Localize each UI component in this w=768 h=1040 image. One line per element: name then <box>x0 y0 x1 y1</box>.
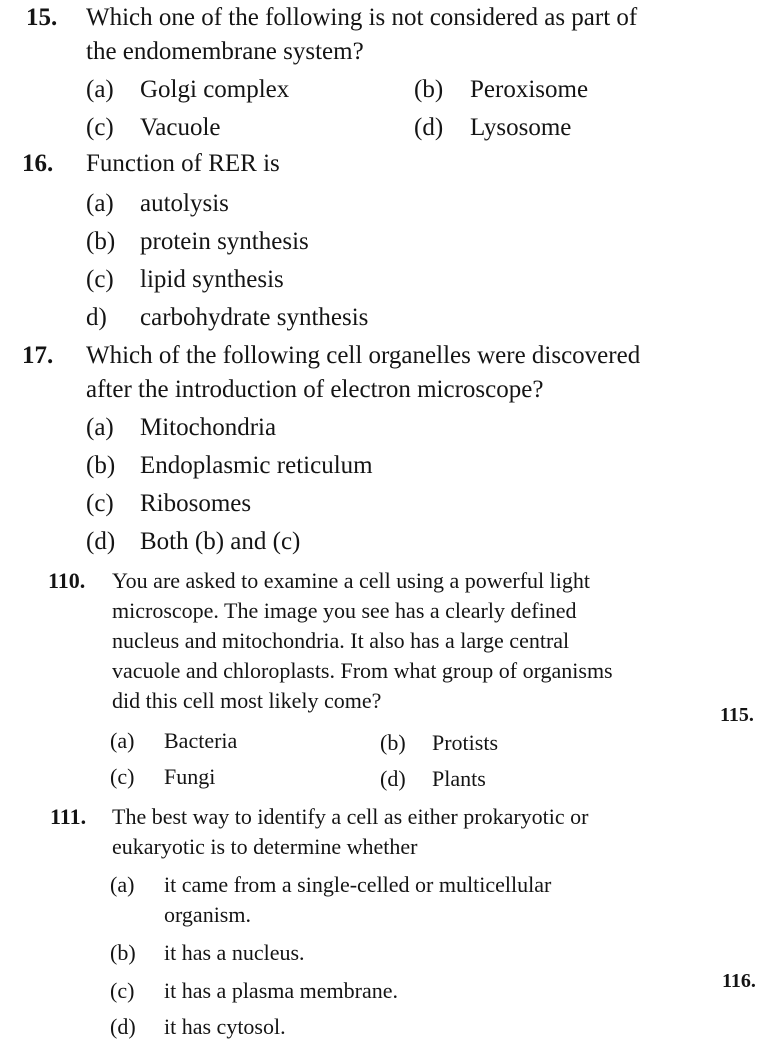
option-text: autolysis <box>140 190 229 217</box>
option-text: Mitochondria <box>140 414 277 441</box>
option-text-line: it came from a single-celled or multicellular <box>164 872 552 897</box>
option-text: it has a nucleus. <box>164 940 305 965</box>
option-label: (b) <box>86 452 116 479</box>
option-label: (b) <box>380 730 406 755</box>
option-label: (b) <box>414 76 444 103</box>
question-text-line: Which one of the following is not considered as part of <box>86 4 638 31</box>
question-text-line: You are asked to examine a cell using a powerful light <box>112 568 590 593</box>
option-label: (d) <box>414 114 444 141</box>
option-label: (c) <box>110 978 135 1003</box>
option-text: Ribosomes <box>140 490 252 517</box>
option-text: it has a plasma membrane. <box>164 978 398 1003</box>
option-text: Endoplasmic reticulum <box>140 452 373 479</box>
question-number: 111. <box>50 804 87 829</box>
question-text-line: The best way to identify a cell as either prokaryotic or <box>112 804 589 829</box>
margin-question-number: 116. <box>722 970 756 992</box>
question-text-line: vacuole and chloroplasts. From what group of organisms <box>112 658 613 683</box>
option-text: Plants <box>432 766 486 791</box>
question-number: 15. <box>26 4 58 31</box>
option-label: (c) <box>86 114 114 141</box>
option-label: (a) <box>110 728 135 753</box>
option-text: Both (b) and (c) <box>140 528 301 555</box>
option-text: Protists <box>432 730 499 755</box>
option-text: Vacuole <box>140 114 221 141</box>
option-label: (c) <box>86 490 114 517</box>
option-text: Golgi complex <box>140 76 290 103</box>
option-label: (a) <box>86 190 114 217</box>
question-text-line: nucleus and mitochondria. It also has a large central <box>112 628 570 653</box>
option-label: (a) <box>86 76 114 103</box>
question-text-line: did this cell most likely come? <box>112 688 382 713</box>
option-text: Fungi <box>164 764 216 789</box>
question-text-line: the endomembrane system? <box>86 38 364 65</box>
option-text: Peroxisome <box>470 76 589 103</box>
option-text: Bacteria <box>164 728 238 753</box>
question-text-line: Which of the following cell organelles were discovered <box>86 342 641 369</box>
option-label: (d) <box>86 528 116 555</box>
option-label: d) <box>86 304 107 331</box>
option-label: (c) <box>110 764 135 789</box>
option-text-line: organism. <box>164 902 251 927</box>
option-label: (c) <box>86 266 114 293</box>
question-text-line: after the introduction of electron microscope? <box>86 376 544 403</box>
option-text: it has cytosol. <box>164 1014 286 1039</box>
option-text: protein synthesis <box>140 228 309 255</box>
option-label: (b) <box>110 940 136 965</box>
question-number: 110. <box>48 568 86 593</box>
option-label: (d) <box>380 766 406 791</box>
question-number: 16. <box>22 150 54 177</box>
question-text-line: eukaryotic is to determine whether <box>112 834 418 859</box>
question-number: 17. <box>22 342 54 369</box>
option-label: (a) <box>86 414 114 441</box>
question-text-line: Function of RER is <box>86 150 280 177</box>
option-label: (b) <box>86 228 116 255</box>
option-text: lipid synthesis <box>140 266 284 293</box>
option-label: (d) <box>110 1014 136 1039</box>
option-text: Lysosome <box>470 114 572 141</box>
question-text-line: microscope. The image you see has a clearly defined <box>112 598 577 623</box>
option-text: carbohydrate synthesis <box>140 304 369 331</box>
margin-question-number: 115. <box>720 704 754 726</box>
option-label: (a) <box>110 872 135 897</box>
